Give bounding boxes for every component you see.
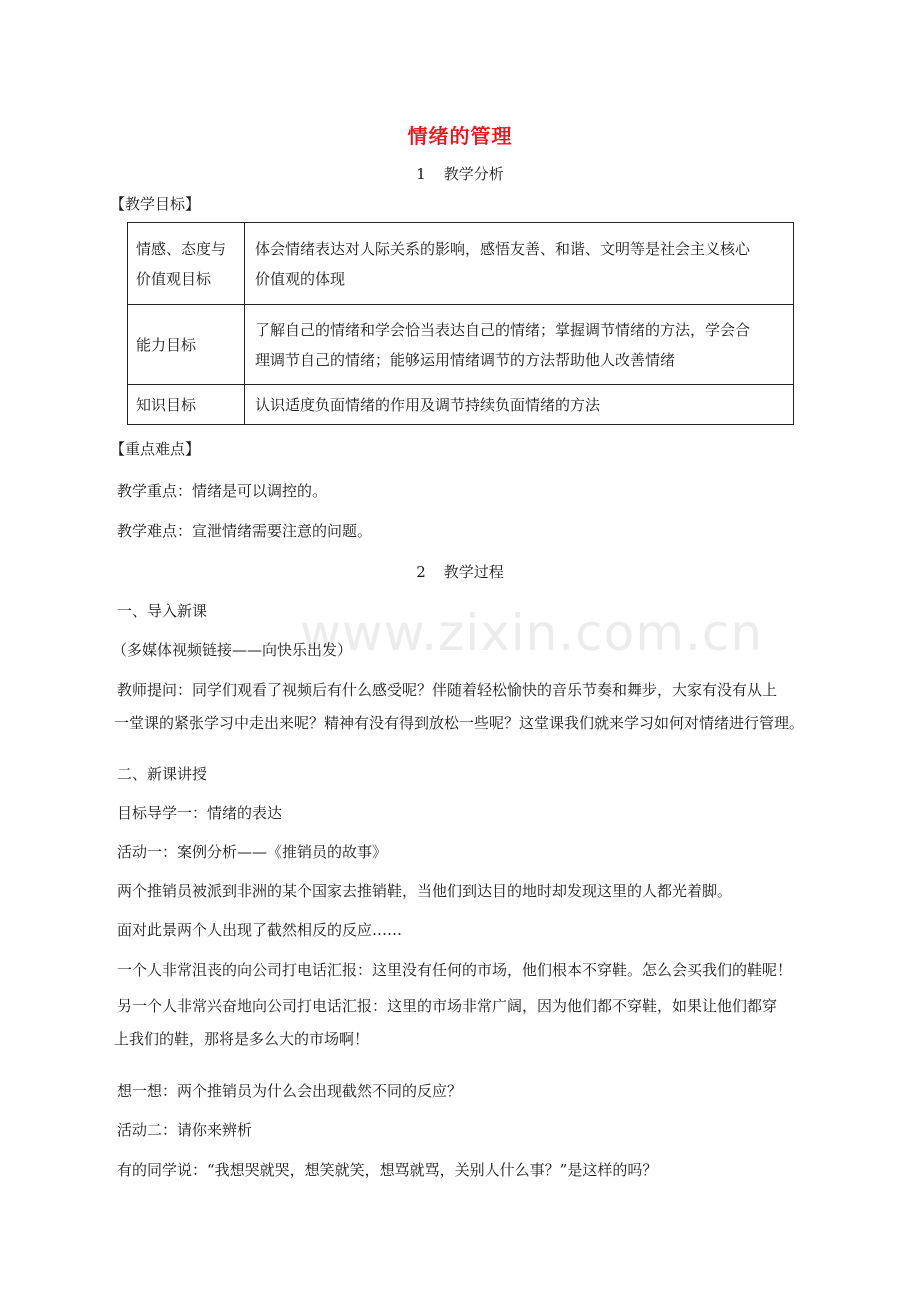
- section-heading-process: [0, 561, 920, 582]
- goal-label-line: 情感、态度与: [136, 239, 227, 258]
- intro-heading: 一、导入新课: [117, 602, 208, 620]
- goal-label-cell: 知识目标: [128, 385, 245, 425]
- table-row: [128, 305, 794, 385]
- key-point: 教学重点：情绪是可以调控的。: [117, 482, 328, 500]
- goal-text-cell: [245, 223, 794, 305]
- goal-label-cell: 能力目标: [128, 305, 245, 385]
- difficult-point: 教学难点：宣泄情绪需要注意的问题。: [117, 522, 373, 540]
- goal-guide-1: 目标导学一：情绪的表达: [117, 804, 283, 822]
- paragraph-line: 上我们的鞋，那将是多么大的市场啊！: [114, 1030, 370, 1048]
- goal-label-cell: [128, 223, 245, 305]
- new-lesson-heading: 二、新课讲授: [117, 765, 208, 783]
- section-label: 教学过程: [443, 563, 504, 581]
- story-line: 两个推销员被派到非洲的某个国家去推销鞋，当他们到达目的地时却发现这里的人都光着脚。: [117, 882, 733, 900]
- activity-2: 活动二：请你来辨析: [117, 1121, 253, 1139]
- goal-text-line: 了解自己的情绪和学会恰当表达自己的情绪；掌握调节情绪的方法，学会合: [255, 320, 751, 339]
- goal-label-line: 价值观目标: [136, 269, 212, 288]
- story-line: 面对此景两个人出现了截然相反的反应……: [117, 921, 403, 939]
- activity-1: 活动一：案例分析——《推销员的故事》: [117, 843, 388, 861]
- paragraph-line: 一堂课的紧张学习中走出来呢？精神有没有得到放松一些呢？这堂课我们就来学习如何对情绪进行管理。: [114, 714, 805, 732]
- document-title: 情绪的管理: [407, 124, 513, 148]
- table-row: [128, 223, 794, 305]
- paragraph-line: 另一个人非常兴奋地向公司打电话汇报：这里的市场非常广阔，因为他们都不穿鞋，如果让他们都穿: [117, 997, 778, 1015]
- media-link-text: （多媒体视频链接——向快乐出发）: [112, 641, 353, 659]
- section-number: 1: [416, 165, 426, 183]
- goal-text-cell: 认识适度负面情绪的作用及调节持续负面情绪的方法: [245, 385, 794, 425]
- key-points-heading: 【重点难点】: [110, 440, 201, 458]
- section-number: 2: [416, 563, 426, 581]
- goal-text-line: 体会情绪表达对人际关系的影响，感悟友善、和谐、文明等是社会主义核心: [255, 239, 751, 258]
- table-row: [128, 385, 794, 425]
- section-heading-analysis: [0, 163, 920, 184]
- student-quote: 有的同学说：“我想哭就哭，想笑就笑，想骂就骂，关别人什么事？”是这样的吗？: [117, 1161, 658, 1179]
- section-label: 教学分析: [443, 165, 504, 183]
- goal-text-line: 理调节自己的情绪；能够运用情绪调节的方法帮助他人改善情绪: [255, 350, 676, 369]
- paragraph-line: 教师提问：同学们观看了视频后有什么感受呢？伴随着轻松愉快的音乐节奏和舞步，大家有没有从上: [117, 681, 778, 699]
- story-line: 一个人非常沮丧的向公司打电话汇报：这里没有任何的市场，他们根本不穿鞋。怎么会买我们的鞋呢！: [117, 961, 793, 979]
- teacher-question-paragraph: [114, 674, 832, 740]
- goals-heading: 【教学目标】: [110, 195, 201, 213]
- teaching-goals-table: [127, 222, 794, 425]
- goal-text-line: 价值观的体现: [255, 269, 346, 288]
- story-paragraph: [114, 990, 832, 1056]
- goal-text-cell: [245, 305, 794, 385]
- think-question: 想一想：两个推销员为什么会出现截然不同的反应？: [117, 1082, 463, 1100]
- watermark: www.zixin.com.cn: [300, 604, 764, 662]
